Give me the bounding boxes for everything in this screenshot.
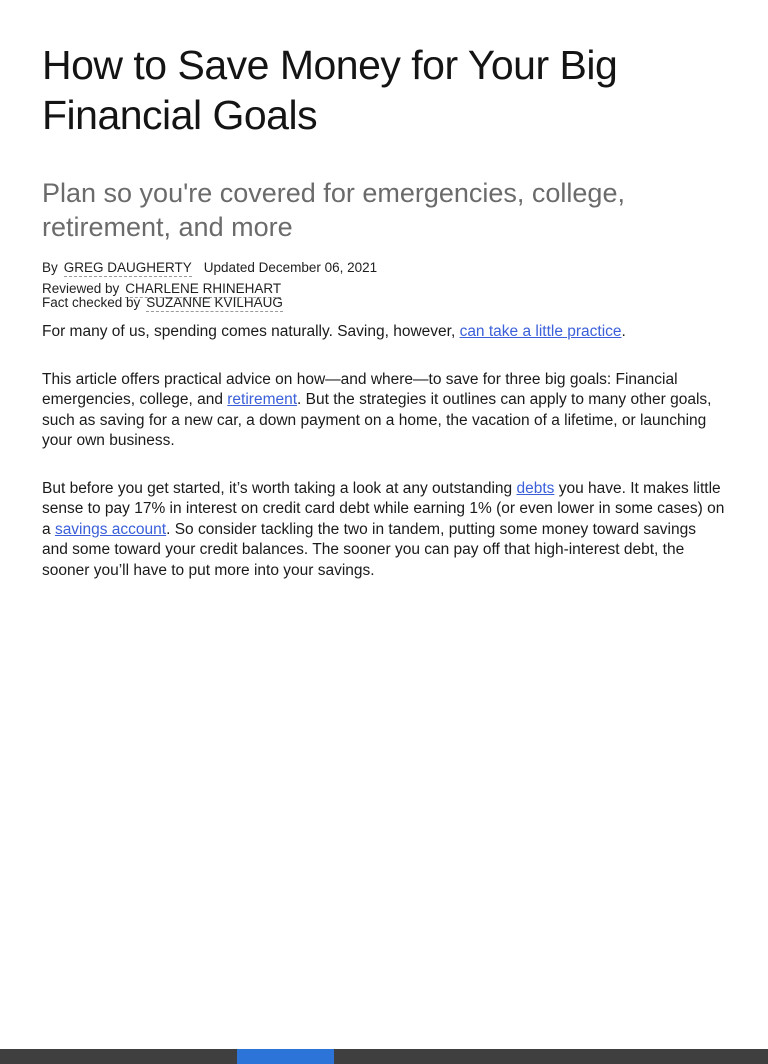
article-paragraph: [42, 322, 726, 343]
paragraph-text: . But the strategies it outlines can apply to many other goals, such as saving for a new car, a down payment on a home, the vacation of a lifetime, or launching your own business.: [42, 391, 712, 449]
paragraph-text: But before you get started, it’s worth taking a look at any outstanding: [42, 479, 517, 497]
fact-checker-link[interactable]: SUZANNE KVILHAUG: [146, 295, 283, 310]
byline: [42, 260, 726, 310]
fact-checked-by-label: Fact checked by: [42, 295, 141, 310]
paragraph-text: For many of us, spending comes naturally. Saving, however,: [42, 323, 460, 340]
paragraph-text: you have. It makes little sense to pay 17% in interest on credit card debt while earning 1% (or even lower in some cases) on a: [42, 479, 725, 538]
byline-fact-checked-row: [42, 296, 726, 310]
inline-link-savings-account[interactable]: savings account: [54, 520, 167, 538]
inline-link-can-take-a-little-practice[interactable]: can take a little practice: [459, 323, 622, 340]
byline-reviewed-row: [42, 282, 726, 296]
inline-link-retirement[interactable]: retirement: [227, 391, 298, 408]
updated-date: Updated December 06, 2021: [203, 260, 378, 275]
article-page: [0, 40, 768, 581]
article-paragraph: [42, 479, 726, 582]
inline-link-debts[interactable]: debts: [516, 479, 555, 497]
paragraph-text: This article offers practical advice on how—and where—to save for three big goals: Financial emergencies, college, and: [42, 370, 678, 408]
reviewed-by-label: Reviewed by: [42, 281, 120, 296]
author-link[interactable]: GREG DAUGHERTY: [63, 260, 192, 275]
reviewer-link[interactable]: CHARLENE RHINEHART: [125, 281, 282, 296]
article-title: How to Save Money for Your Big Financial Goals: [42, 42, 618, 138]
article-subtitle: Plan so you're covered for emergencies, college, retirement, and more: [42, 178, 625, 242]
toolbar-accent-button[interactable]: [237, 1049, 334, 1064]
article-paragraph: [42, 370, 726, 452]
byline-author-row: [42, 260, 726, 275]
paragraph-text: . So consider tackling the two in tandem, putting some money toward savings and some toward your credit balances. The sooner you can pay off that high-interest debt, the sooner you’ll have to put more into your savings.: [42, 520, 696, 579]
by-label: By: [42, 260, 58, 275]
article-body: [42, 322, 726, 581]
paragraph-text: .: [621, 323, 626, 340]
viewer-bottom-toolbar: [0, 1049, 768, 1064]
